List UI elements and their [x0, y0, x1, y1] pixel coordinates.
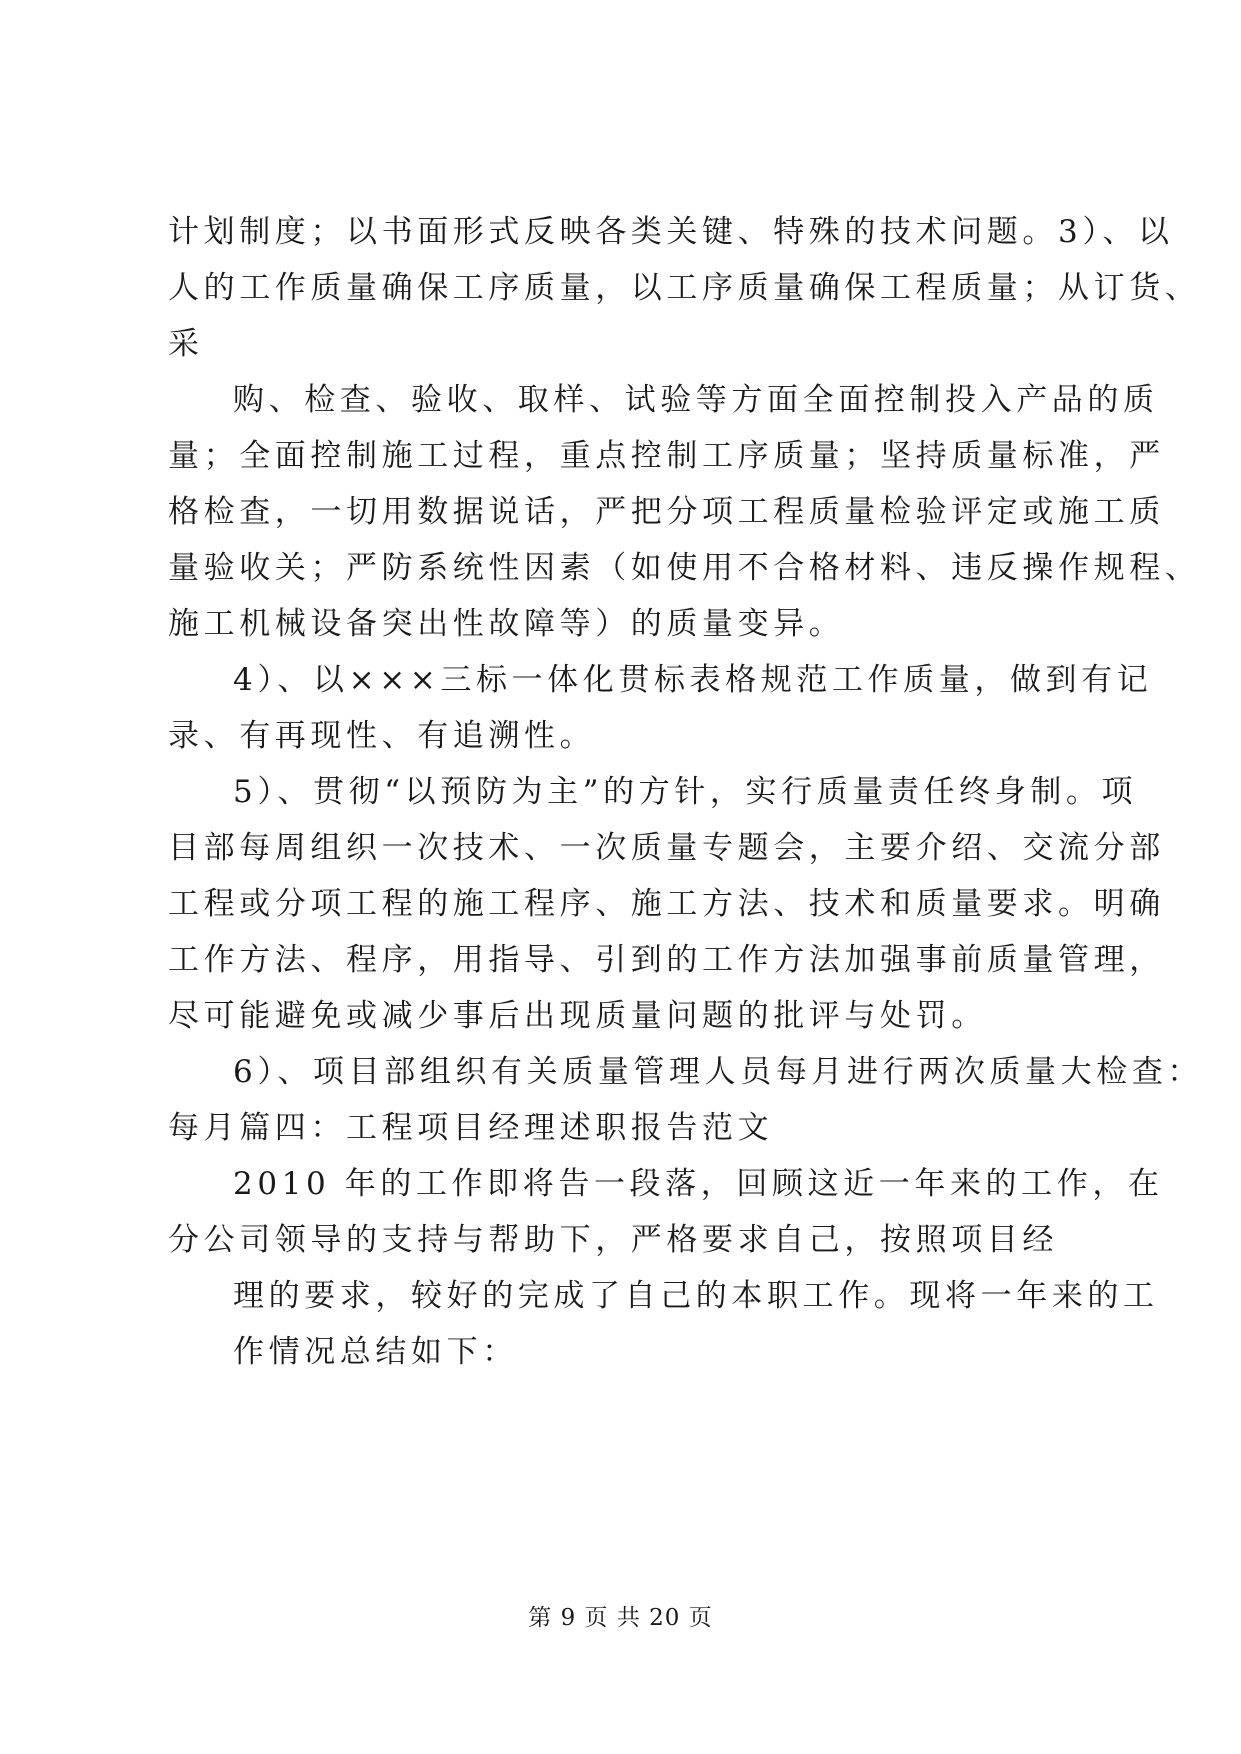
text-line-12: 目部每周组织一次技术、一次质量专题会，主要介绍、交流分部: [168, 830, 1165, 866]
text-line-15: 尽可能避免或减少事后出现质量问题的批评与处罚。: [168, 998, 987, 1034]
text-line-19: 分公司领导的支持与帮助下，严格要求自己，按照项目经: [168, 1222, 1058, 1258]
text-line-7: 量验收关；严防系统性因素（如使用不合格材料、违反操作规程、: [168, 550, 1201, 586]
text-line-4: 购、检查、验收、取样、试验等方面全面控制投入产品的质: [233, 382, 1159, 418]
text-line-13: 工程或分项工程的施工程序、施工方法、技术和质量要求。明确: [168, 886, 1165, 922]
text-line-3: 采: [168, 326, 204, 362]
text-line-18: 2010 年的工作即将告一段落，回顾这近一年来的工作，在: [233, 1166, 1164, 1202]
text-line-10: 录、有再现性、有追溯性。: [168, 718, 596, 754]
text-line-1: 计划制度；以书面形式反映各类关键、特殊的技术问题。3）、以: [168, 214, 1174, 250]
text-line-9: 4）、以×××三标一体化贯标表格规范工作质量，做到有记: [233, 662, 1153, 698]
text-line-5: 量；全面控制施工过程，重点控制工序质量；坚持质量标准，严: [168, 438, 1165, 474]
text-line-11: 5）、贯彻“以预防为主”的方针，实行质量责任终身制。项: [233, 774, 1138, 810]
text-line-8: 施工机械设备突出性故障等）的质量变异。: [168, 606, 845, 642]
page-number-footer: 第 9 页 共 20 页: [528, 1605, 713, 1631]
text-line-2: 人的工作质量确保工序质量，以工序质量确保工程质量；从订货、: [168, 270, 1201, 306]
text-line-6: 格检查，一切用数据说话，严把分项工程质量检验评定或施工质: [168, 494, 1165, 530]
text-line-16: 6）、项目部组织有关质量管理人员每月进行两次质量大检查：: [233, 1054, 1204, 1090]
text-line-20: 理的要求，较好的完成了自己的本职工作。现将一年来的工: [233, 1278, 1159, 1314]
text-line-21: 作情况总结如下：: [233, 1334, 518, 1370]
text-line-17: 每月篇四：工程项目经理述职报告范文: [168, 1110, 774, 1146]
text-line-14: 工作方法、程序，用指导、引到的工作方法加强事前质量管理，: [168, 942, 1165, 978]
